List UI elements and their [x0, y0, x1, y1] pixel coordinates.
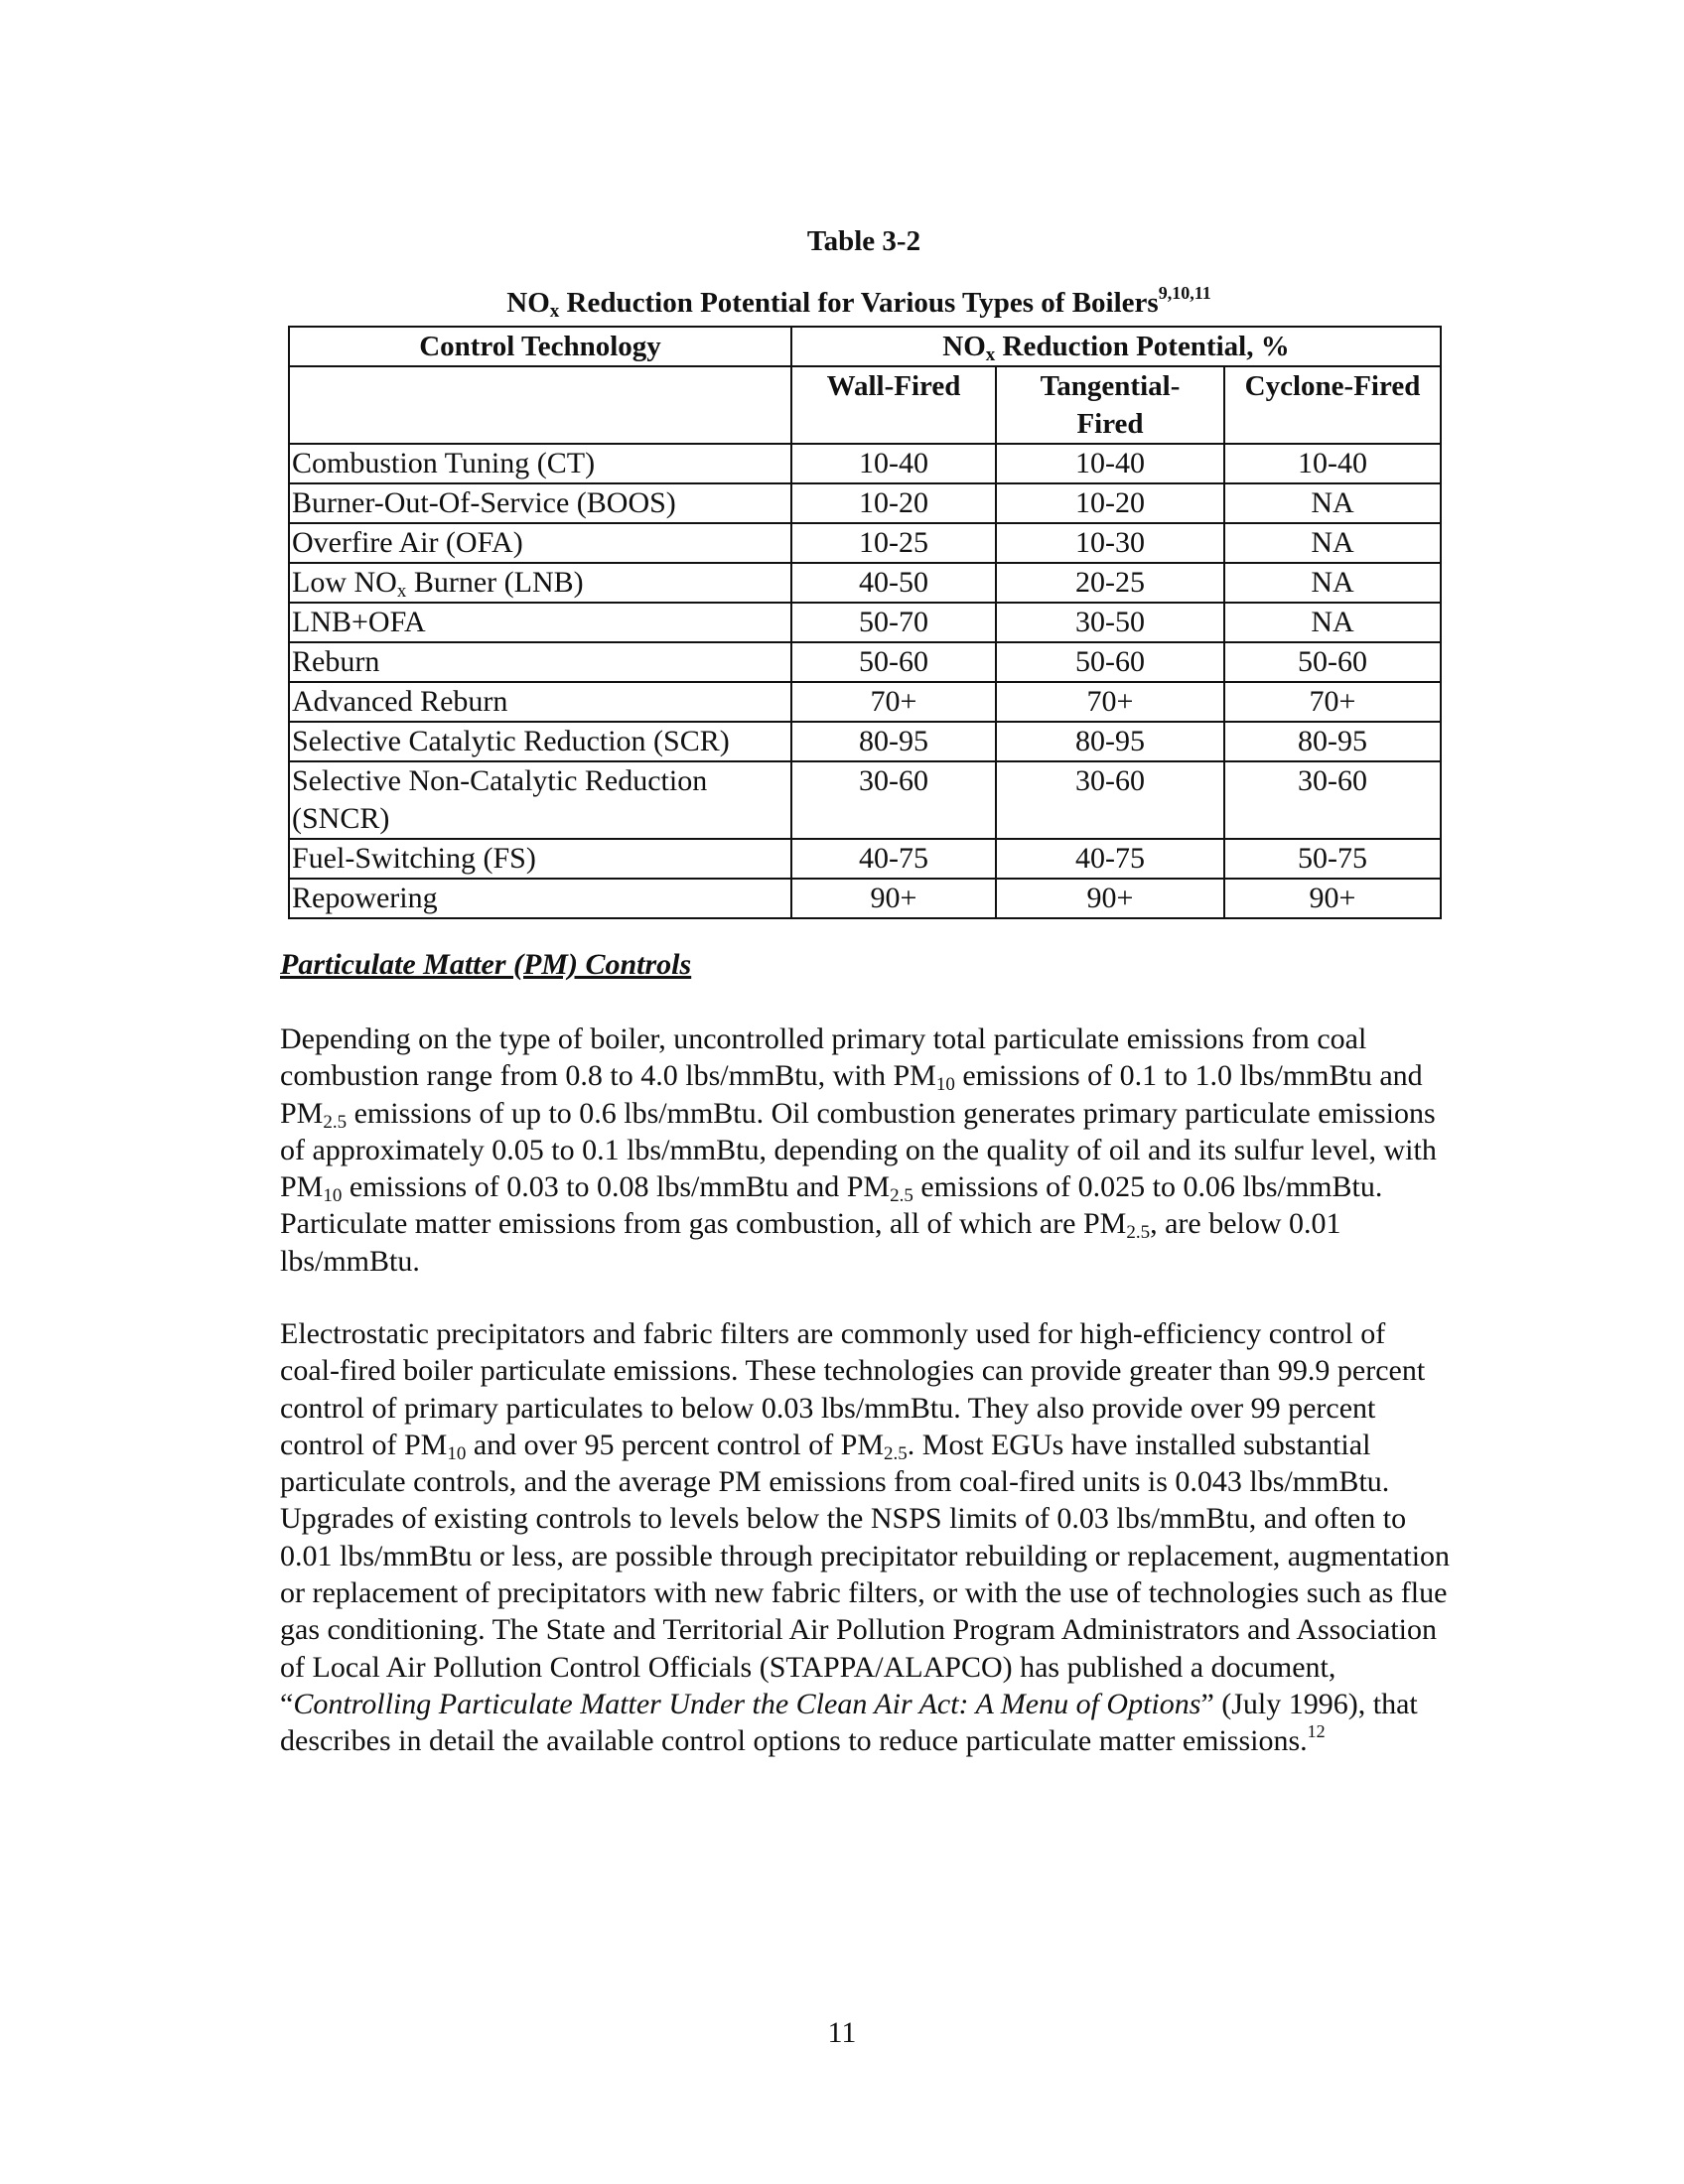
- cell-cyclone: 50-75: [1224, 839, 1441, 879]
- page-number: 11: [827, 2016, 857, 2049]
- header-reduction-potential: [791, 327, 1441, 366]
- table-title: Table 3-2: [806, 225, 921, 257]
- cell-tech-subscript: x: [396, 581, 407, 602]
- header-text: NO: [942, 331, 986, 362]
- header-cyclone-fired: Cyclone-Fired: [1224, 366, 1441, 444]
- table-row: [289, 563, 1441, 603]
- cell-tech: Repowering: [289, 879, 791, 918]
- cell-tech-text: Low NO: [292, 566, 397, 599]
- table-subheader-row: [289, 366, 1441, 444]
- cell-wall: 50-60: [791, 642, 996, 682]
- cell-cyclone: 10-40: [1224, 444, 1441, 483]
- para-subscript: 2.5: [890, 1185, 913, 1207]
- cell-tangential: 30-60: [996, 761, 1224, 839]
- footnote-reference: 12: [1307, 1721, 1326, 1742]
- para-subscript: 2.5: [323, 1111, 348, 1133]
- header-control-technology: Control Technology: [289, 327, 791, 366]
- cell-tangential: 80-95: [996, 722, 1224, 761]
- para-text: Depending on the type of boiler, uncontrolled primary total particulate emissions from coal combustion range from 0.8 to 4.0 lbs/mmBtu, with PM: [280, 1023, 1367, 1093]
- cell-wall: 30-60: [791, 761, 996, 839]
- cell-cyclone: 50-60: [1224, 642, 1441, 682]
- cell-wall: 90+: [791, 879, 996, 918]
- table-row: [289, 523, 1441, 563]
- table-row: [289, 483, 1441, 523]
- para-text: ” (July 1996), that describes in detail the available control options to reduce particulate matter emissions.: [280, 1687, 1418, 1758]
- header-wall-fired: Wall-Fired: [791, 366, 996, 444]
- table-row: [289, 879, 1441, 918]
- cell-wall: 10-20: [791, 483, 996, 523]
- header-empty: [289, 366, 791, 444]
- cell-tangential: 10-40: [996, 444, 1224, 483]
- cell-tangential: 10-30: [996, 523, 1224, 563]
- para-text: emissions of 0.025 to 0.06 lbs/mmBtu. Particulate matter emissions from gas combustion, all of which are PM: [280, 1170, 1383, 1241]
- para-text: . Most EGUs have installed substantial particulate controls, and the average PM emissions from coal-fired units is 0.043 lbs/mmBtu. Upgrades of existing controls to levels below the NSPS limits of 0.03 lbs/mmBtu, and often to 0.01 lbs/mmBtu or less, are possible through precipitator rebuilding or replacement, augmentation or replacement of precipitators with new fabric filters, or with the use of technologies such as flue gas conditioning. The State and Territorial Air Pollution Program Administrators and Association of Local Air Pollution Control Officials (STAPPA/ALAPCO) has published a document, “: [280, 1428, 1451, 1720]
- cell-tech-text-rest: Burner (LNB): [406, 566, 584, 599]
- cell-tangential: 90+: [996, 879, 1224, 918]
- cell-tech: Selective Catalytic Reduction (SCR): [289, 722, 791, 761]
- para-text: , are below 0.01 lbs/mmBtu.: [280, 1207, 1341, 1278]
- header-text-rest: Reduction Potential, %: [995, 331, 1290, 362]
- cell-wall: 40-75: [791, 839, 996, 879]
- paragraph-pm-controls: [280, 1315, 1452, 1760]
- cell-cyclone: NA: [1224, 483, 1441, 523]
- cell-tech: Combustion Tuning (CT): [289, 444, 791, 483]
- cell-wall: 10-40: [791, 444, 996, 483]
- para-text: Electrostatic precipitators and fabric filters are commonly used for high-efficiency control of coal-fired boiler particulate emissions. These technologies can provide greater than 99.9 percent control of primary particulates to below 0.03 lbs/mmBtu. They also provide over 99 percent control of PM: [280, 1317, 1426, 1461]
- cell-cyclone: 90+: [1224, 879, 1441, 918]
- cell-tech: [289, 563, 791, 603]
- header-subscript: x: [985, 344, 996, 365]
- cell-tangential: 10-20: [996, 483, 1224, 523]
- cell-cyclone: 70+: [1224, 682, 1441, 722]
- cell-tech: Burner-Out-Of-Service (BOOS): [289, 483, 791, 523]
- cell-wall: 10-25: [791, 523, 996, 563]
- cell-wall: 50-70: [791, 603, 996, 642]
- paragraph-pm-emissions: [280, 1021, 1452, 1280]
- document-title-italic: Controlling Particulate Matter Under the Clean Air Act: A Menu of Options: [293, 1687, 1201, 1720]
- cell-tangential: 50-60: [996, 642, 1224, 682]
- para-subscript: 10: [935, 1074, 955, 1096]
- para-text: and over 95 percent control of PM: [466, 1428, 885, 1461]
- cell-cyclone: NA: [1224, 523, 1441, 563]
- para-subscript: 10: [447, 1442, 467, 1464]
- table-row: [289, 839, 1441, 879]
- para-text: emissions of 0.03 to 0.08 lbs/mmBtu and PM: [342, 1170, 891, 1204]
- table-row: [289, 682, 1441, 722]
- table-row: [289, 603, 1441, 642]
- cell-cyclone: NA: [1224, 603, 1441, 642]
- caption-text: NO: [506, 287, 550, 319]
- cell-tangential: 30-50: [996, 603, 1224, 642]
- para-subscript: 2.5: [884, 1442, 908, 1464]
- cell-tangential: 20-25: [996, 563, 1224, 603]
- cell-wall: 80-95: [791, 722, 996, 761]
- cell-cyclone: NA: [1224, 563, 1441, 603]
- table-row: [289, 444, 1441, 483]
- caption-subscript: x: [549, 301, 560, 322]
- para-text: emissions of up to 0.6 lbs/mmBtu. Oil combustion generates primary particulate emissions of approximately 0.05 to 0.1 lbs/mmBtu, depending on the quality of oil and its sulfur level, with PM: [280, 1096, 1437, 1204]
- cell-tech: Reburn: [289, 642, 791, 682]
- para-subscript: 2.5: [1126, 1222, 1151, 1244]
- para-subscript: 10: [323, 1185, 343, 1207]
- cell-tangential: 40-75: [996, 839, 1224, 879]
- cell-wall: 40-50: [791, 563, 996, 603]
- cell-tangential: 70+: [996, 682, 1224, 722]
- table-row: [289, 722, 1441, 761]
- table-header-row: [289, 327, 1441, 366]
- cell-tech: Advanced Reburn: [289, 682, 791, 722]
- cell-wall: 70+: [791, 682, 996, 722]
- cell-tech: Fuel-Switching (FS): [289, 839, 791, 879]
- table-row: [289, 761, 1441, 839]
- cell-cyclone: 30-60: [1224, 761, 1441, 839]
- cell-cyclone: 80-95: [1224, 722, 1441, 761]
- table-caption: [278, 285, 1440, 321]
- header-tangential-fired: Tangential-Fired: [996, 366, 1224, 444]
- cell-tech: Selective Non-Catalytic Reduction (SNCR): [289, 761, 791, 839]
- cell-tech: Overfire Air (OFA): [289, 523, 791, 563]
- nox-reduction-table: [288, 326, 1442, 919]
- para-text: emissions of 0.1 to 1.0 lbs/mmBtu and PM: [280, 1059, 1423, 1130]
- caption-text-rest: Reduction Potential for Various Types of Boilers: [559, 287, 1159, 319]
- caption-references: 9,10,11: [1158, 283, 1211, 303]
- table-row: [289, 642, 1441, 682]
- section-heading: Particulate Matter (PM) Controls: [280, 948, 692, 981]
- cell-tech: LNB+OFA: [289, 603, 791, 642]
